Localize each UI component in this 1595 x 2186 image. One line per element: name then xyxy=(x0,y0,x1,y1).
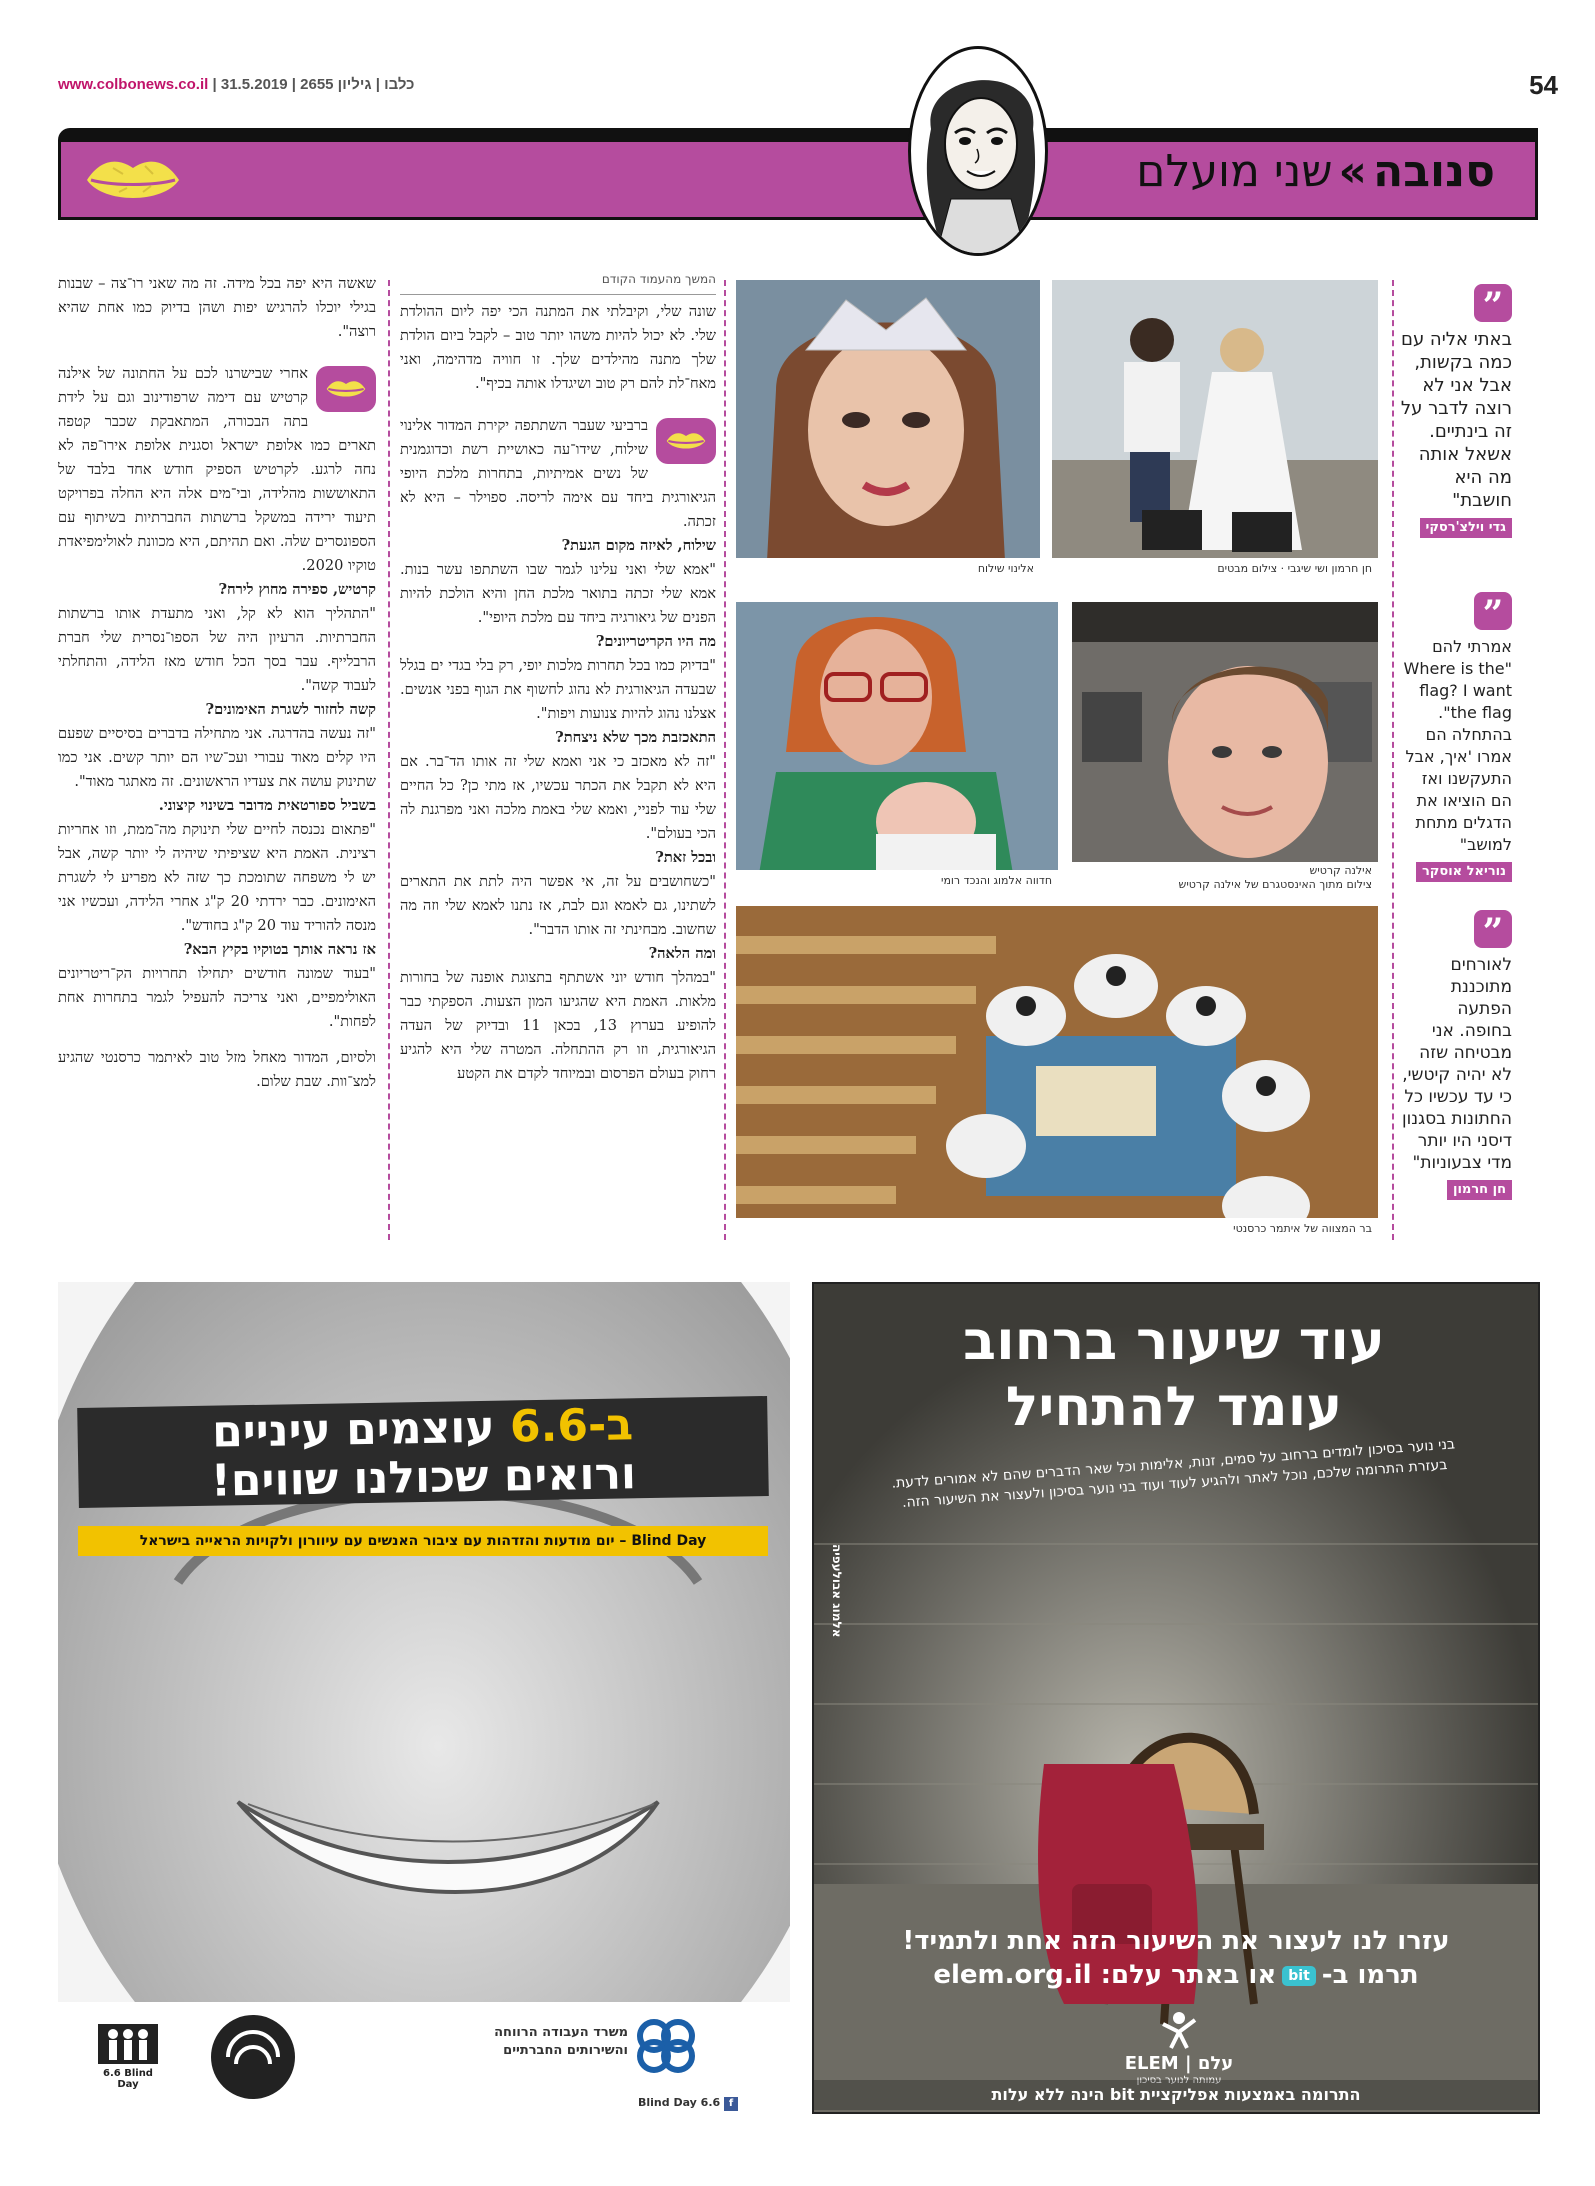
elem-logo xyxy=(1084,2010,1274,2088)
ad-headline-2: ורואים שכולנו שווים! xyxy=(210,1448,637,1507)
elem-figure-icon xyxy=(1159,2010,1199,2050)
site-url[interactable]: www.colbonews.co.il xyxy=(58,76,209,93)
photo-caption: חן חרמון ושי שיגבי · צילום מבטים xyxy=(1052,558,1378,580)
article-paragraph: "זה נעשה בהדרגה. אני מתחילה בדברים בסיסיים שפעם היו קלים מאוד עבורי ועכ־שיו הם יותר קשים. אני כמו שתינוק עושה את צעדיו הראשונים. זה מאתגר מאוד". xyxy=(58,725,376,790)
ad-date: ב-6.6 xyxy=(509,1399,634,1453)
continued-label: המשך מהעמוד הקודם xyxy=(601,272,716,286)
article-paragraph: "פתאום נכנסה לחיים שלי תינוקת מה־ממת, וזו אחריות רצינית. האמת היא שציפיתי שיהיה לי יותר קשה, אבל יש לי משפחה שתומכת כך שזה לא מפריע לי לשגרת האימונים. כבר ירדתי 20 ק"ג אחרי הלידה, ועכשיו אני מנסה להוריד עוד 20 ק"ג בחודש". xyxy=(58,821,376,934)
article-question: שילוח, לאיזה מקום הגעת? xyxy=(561,537,716,554)
caption-text: חדווה אלמוג והנכד רומי xyxy=(940,874,1052,887)
photo-wedding xyxy=(1052,280,1378,580)
article-paragraph: אחרי שבישרנו לכם על החתונה של אילנה קרטיש עם דימה שרפודינוב וגם על לידת בתה הבכורה, המתאבקת שכבר קטפה תארים כמו אלופת ישראל וסגנית אלופת אירו־פה לא נחה לרגע. לקרטיש הספיק חודש אחד בלבד של התאוששות מהלידה, ובי־מים אלה היא החלה בפרויקט תיעוד ירידה במשקל ברשתות החברתיות בשיתוף עם הספונסרים שלה. ואם תהיתם, היא מכוונת לאולימפיאדת טוקיו 2020. xyxy=(58,365,376,574)
footer-label: Blind Day 6.6 xyxy=(638,2096,721,2109)
quote-text: באתי אליה עם כמה בקשות, אבל אני לא רוצה לדבר על זה בינתיים. אשאל אותה מה היא חושבת" xyxy=(1400,329,1512,511)
section-name: סנובה xyxy=(1372,146,1495,197)
article-paragraph: ולסיום, המדור מאחל מזל טוב לאיתמר כרסנטי שהגיע למצ־וות. שבת שלום. xyxy=(58,1049,376,1090)
blind-day-logo xyxy=(98,2024,158,2090)
article-column-2 xyxy=(58,272,376,1247)
ad-elem[interactable] xyxy=(812,1282,1540,2114)
article-paragraph: שאשה היא יפה בכל מידה. זה מה שאני רו־צה – שבנות בגילי יוכלו להרגיש יפות ושהן בדיוק כמו אחת שהיא רוצה". xyxy=(58,275,376,340)
logo-label: 6.6 Blind Day xyxy=(103,2068,153,2090)
ad-headline-block xyxy=(77,1396,769,1508)
cta-prefix: תרמו ב- xyxy=(1321,1960,1419,1990)
photo-gym-selfie xyxy=(1072,602,1378,892)
caption-credit: צילום מבטים xyxy=(1217,562,1278,575)
article-paragraph: "במהלך חודש יוני אשתתף בתצוגת אופנה של בחורות מלאות. האמת היא שהגיעו המון הצעות. הספקתי כבר להופיע בערוץ 13, בכאן 11 ובדיוק של העדה הגיאורגית, וזו רק ההתחלה. המטרה שלי היא להגיע רחוק בעולם הפרסום ובמיוחד לקדם את הקטע xyxy=(400,969,716,1082)
columnist-caricature xyxy=(908,46,1048,256)
ad-face-image xyxy=(58,1282,790,2002)
article-paragraph: "התהליך הוא לא קל, ואני מתעדת אותו ברשתות החברתיות. הרעיון היה של הספו־נסרית שלי חברת הרבלייף. עבר בסך הכל חודש מאז הלידה, והתחלתי לעבוד קשה". xyxy=(58,605,376,694)
article-paragraph: "בדיוק כמו בכל תחרות מלכות יופי, רק בלי בגדי ים בגלל שבעדה הגיאורגית לא נהוג לחשוף את הגוף בפני אנשים. אצלנו נהוג להיות צנועות ויפות". xyxy=(400,657,716,722)
quote-mark-icon: ” xyxy=(1474,592,1512,630)
quote-box-1 xyxy=(1400,284,1512,538)
ad-blind-day[interactable] xyxy=(58,1282,790,2122)
quote-author: נוריאל אוסקר xyxy=(1416,862,1512,882)
quote-text: אמרתי להם "Where is the flag? I want the flag". בהתחלה הם אמרו 'איך, אבל התעקשנו ואז הם הוציאו את הדגלים מתחת למושב" xyxy=(1403,637,1512,854)
article-question: ובכל זאת? xyxy=(655,849,716,866)
ad-strip: Blind Day – יום מודעות והזדהות עם ציבור האנשים עם עיוורון ולקויות הראייה בישראל xyxy=(78,1526,768,1556)
photo-grandma xyxy=(736,602,1058,892)
caption-text: בר המצווה של איתמר כרסנטי xyxy=(1233,1222,1372,1235)
quote-author: חן חרמון xyxy=(1447,1180,1512,1200)
photo-bar-mitzvah xyxy=(736,906,1378,1240)
column-divider xyxy=(724,280,726,1240)
issue-info: | כלבו | גיליון 2655 | 31.5.2019 xyxy=(212,76,415,93)
banner-stripe xyxy=(58,128,1538,142)
column-divider xyxy=(388,280,390,1240)
article-paragraph: "בעוד שמונה חודשים יתחילו תחרויות הק־ריטריונים האולימפיים, ואני צריכה להעפיל לגמר בתחרות אחת לפחות". xyxy=(58,965,376,1030)
ad-footer xyxy=(58,2002,790,2122)
ad-headline: עוצמים עיניים xyxy=(211,1401,496,1458)
quote-author: גדי וילצ'רסקי xyxy=(1420,518,1513,538)
article-question: קרטיש, ספירה מחוץ לירח? xyxy=(218,581,376,598)
section-banner xyxy=(58,142,1538,220)
page-number: 54 xyxy=(1529,70,1558,100)
lips-icon xyxy=(316,366,376,412)
ad-cta-1: עזרו לנו לעצור את השיעור הזה אחת ולתמיד! xyxy=(902,1926,1450,1956)
photo-caption xyxy=(736,870,1058,892)
caption-credit: צילום מתוך האינסטגרם של אילנה קרטיש xyxy=(1178,878,1372,891)
elem-logo-name: ELEM | עלם xyxy=(1124,2053,1234,2074)
site-line xyxy=(58,76,415,93)
article-question: קשה לחזור לשגרת האימונים? xyxy=(205,701,376,718)
ad-title-2: עומד להתחיל xyxy=(1005,1375,1343,1438)
ad-side-credit: אלמוג אבולעפיה xyxy=(830,1544,844,1638)
lips-icon xyxy=(656,418,716,464)
article-column-1 xyxy=(400,300,716,1245)
elem-url-link[interactable]: elem.org.il xyxy=(933,1960,1092,1990)
quote-text: לאורחים מתוכננת הפתעה בחופה. אני מבטיחה שזה לא יהיה קיטשי, כי עד עכשיו כל החתונות בסגנון דיסני היו יותר מדי צבעוניות" xyxy=(1402,955,1512,1173)
quote-box-2 xyxy=(1400,592,1512,882)
article-paragraph: "כשחושבים על זה, אי אפשר היה לתת את התארים לשתינו, גם לאמא וגם לבת, אז נתנו לאמא שלי וזה מה שחשוב. מבחינתי זה אותו הדבר". xyxy=(400,873,716,938)
column-title xyxy=(1136,146,1495,197)
photo-caption xyxy=(736,558,1040,580)
article-paragraph: "אמא שלי ואני עלינו לגמר שבו השתתפו עשר בנות. אמא שלי זכתה בתואר מלכת החן והיא הולכת להיות הפנים של גיאורגיה ביחד עם מלכת היופי". xyxy=(400,561,716,626)
quote-box-3 xyxy=(1400,910,1512,1200)
photo-caption xyxy=(736,1218,1378,1240)
elem-logo-tag: עמותה לנוער בסיכון xyxy=(1136,2075,1222,2086)
ad-title xyxy=(834,1308,1514,1440)
ministry-name: משרד העבודה הרווחה והשירותים החברתיים xyxy=(494,2025,628,2058)
ad-footer-text xyxy=(638,2096,758,2111)
caption-text: אלינוי שילוח xyxy=(977,562,1034,575)
caption-text: אילנה קרטיש xyxy=(1309,864,1372,877)
article-question: ומה הלאה? xyxy=(648,945,716,962)
ad-title-1: עוד שיעור ברחוב xyxy=(963,1309,1385,1372)
ad-body: בני נוער בסיכון לומדים ברחוב על סמים, זנות, אלימות וכל שאר הדברים שהם לא אמורים לדעת. בעזרת התרומה שלכם, נוכל לאתר ולהגיע לעוד ועוד בני נוער בסיכון ולעצור את השיעור הזה. xyxy=(891,1436,1456,1512)
ad-cta xyxy=(814,1924,1538,1992)
article-paragraph: שונה שלי, וקיבלתי את המתנה הכי יפה ליום ההולדת שלי. לא יכול להיות משהו יותר טוב – לקבל ביום הולדת שלך מתנה מהילדים שלך. זו חוויה מדהימה, ואני מאח־לת להם רק טוב ושיגדלו אותה בכיף". xyxy=(400,303,716,392)
columnist-name: שני מועלם xyxy=(1136,146,1333,197)
quote-mark-icon: ” xyxy=(1474,284,1512,322)
bit-icon[interactable]: bit xyxy=(1282,1966,1316,1986)
article-paragraph: "זה לא מאכזב כי אני ואמא שלי זה אותו הד־בר. אם היא לא תקבל את הכתר עכשיו, אז מתי כן? כל החיים שלי עוד לפניי, ואמא שלי באמת מלכה ואני מפרגנת לה הכי בעולם". xyxy=(400,753,716,842)
article-question: התאכזבת מכך שלא ניצחת? xyxy=(555,729,716,746)
association-logo-icon xyxy=(208,2012,298,2102)
article-paragraph: ברביעי שעבר השתתפה יקירת המדור אלינוי שילוח, שידו־עה כאושיית רשת וכדוגמנית של נשים אמיתיות, בתחרות מלכת היופי הגיאורגית ביחד עם אימה לריסה. ספוילר – היא לא זכתה. xyxy=(400,417,716,530)
article-question: בשביל ספורטאית מדובר בשינוי קיצוני. xyxy=(158,797,376,814)
cta-suffix: או באתר עלם: xyxy=(1100,1960,1277,1990)
article-question: מה היו הקריטריונים? xyxy=(595,633,716,650)
rule xyxy=(400,294,716,295)
photo-caption xyxy=(1072,862,1378,892)
quote-mark-icon: ” xyxy=(1474,910,1512,948)
lips-icon xyxy=(83,152,183,208)
ad-footer-line: התרומה באמצעות אפליקציית bit הינה ללא עלות xyxy=(814,2080,1538,2110)
caption-text: חן חרמון ושי שיגבי xyxy=(1287,562,1372,575)
column-divider xyxy=(1392,280,1394,1240)
facebook-icon[interactable]: f xyxy=(724,2097,738,2111)
ministry-logo-icon xyxy=(634,2016,698,2076)
double-chevron-icon: » xyxy=(1338,146,1367,197)
photo-queen xyxy=(736,280,1040,580)
article-question: אז נראה אותך בטוקיו בקיץ הבא? xyxy=(183,941,376,958)
